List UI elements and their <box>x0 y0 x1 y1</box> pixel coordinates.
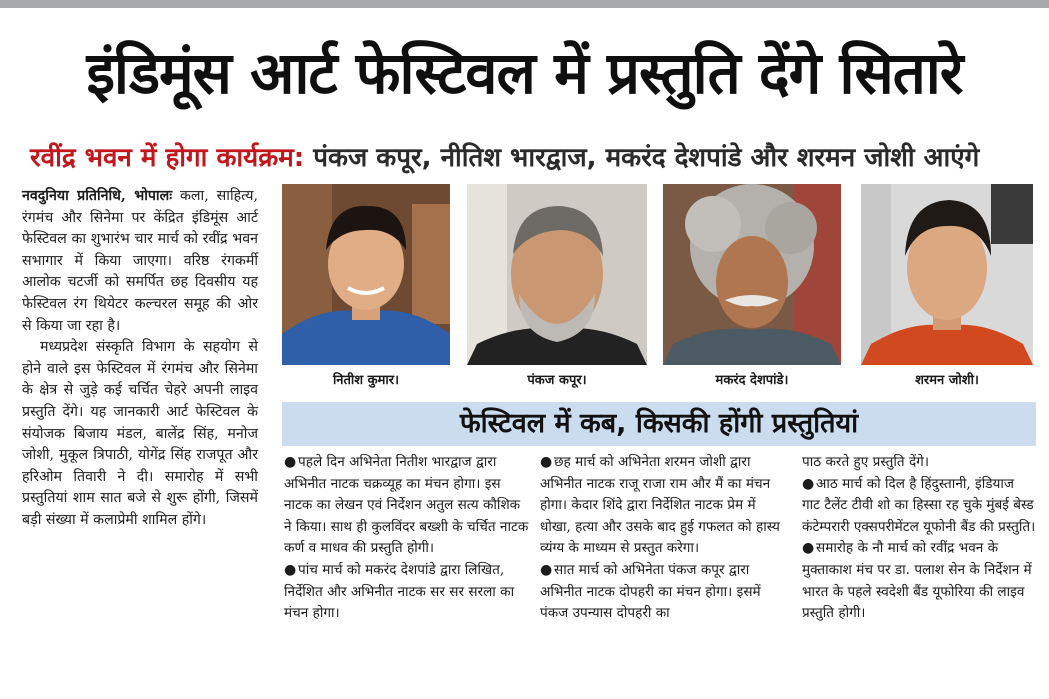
top-rule <box>0 0 1049 8</box>
schedule-item <box>802 474 1036 539</box>
subheadline-rest: पंकज कपूर, नीतिश भारद्वाज, मकरंद देशपांडे और शरमन जोशी आएंगे <box>304 143 980 173</box>
schedule-item-continued: पाठ करते हुए प्रस्तुति देंगे। <box>802 454 929 470</box>
schedule-column-2 <box>540 452 785 625</box>
schedule-item <box>802 538 1036 624</box>
schedule-item-text: पहले दिन अभिनेता नितीश भारद्वाज द्वारा अभिनीत नाटक चक्रव्यूह का मंचन होगा। इस नाटक का लेखन एवं निर्देशन अतुल सत्य कौशिक ने किया। साथ ही कुलविंदर बख्शी के चर्चित नाटक कर्ण व माधव की प्रस्तुति होगी। <box>284 454 529 557</box>
bullet-icon: ● <box>540 561 553 578</box>
schedule-item <box>540 452 785 560</box>
left-para-2: मध्यप्रदेश संस्कृति विभाग के सहयोग से होने वाले इस फेस्टिवल में रंगमंच और सिनेमा के क्षेत्र से जुड़े कई चर्चित चेहरे अपनी लाइव प्रस्तुति देंगे। यह जानकारी आर्ट फेस्टिवल के संयोजक बिजाय मंडल, बालेंद्र सिंह, मनोज जोशी, मुकूल त्रिपाठी, योगेंद्र सिंह राजपूत और हरिओम तिवारी ने दी। समारोह में सभी प्रस्तुतियां शाम सात बजे से शुरू होंगी, जिसमें बड़ी संख्या में कलाप्रेमी शामिल होंगे। <box>22 339 258 528</box>
bullet-icon: ● <box>540 454 553 470</box>
photo-nitish <box>282 184 450 365</box>
caption-photo-1: नितीश कुमार। <box>332 373 400 388</box>
schedule-item <box>284 560 529 625</box>
photo-makrand <box>663 184 841 365</box>
left-column-article <box>22 186 258 532</box>
left-para-1-text: कला, साहित्य, रंगमंच और सिनेमा पर केंद्रित इंडिमूंस आर्ट फेस्टिवल का शुभारंभ चार मार्च को रवींद्र भवन सभागार में किया जाएगा। वरिष्ठ रंगकर्मी आलोक चटर्जी को समर्पित छह दिवसीय यह फेस्टिवल रंग थियेटर कल्चरल समूह की ओर से किया जा रहा है। <box>22 188 259 334</box>
caption-photo-2: पंकज कपूर। <box>527 373 587 388</box>
schedule-item-text: समारोह के नौ मार्च को रवींद्र भवन के मुक्ताकाश मंच पर डा. पलाश सेन के निर्देशन में भारत के पहले स्वदेशी बैंड यूफोरिया की लाइव प्रस्तुति होगी। <box>802 540 1032 622</box>
bullet-icon: ● <box>284 561 297 578</box>
headline: इंडिमूंस आर्ट फेस्टिवल में प्रस्तुति देंगे सितारे <box>86 39 963 107</box>
schedule-item-text: आठ मार्च को दिल है हिंदुस्तानी, इंडियाज गाट टैलेंट टीवी शो का हिस्सा रह चुके मुंबई बेस्ड कंटेम्परारी एक्सपरीमेंटल यूफोनी बैंड की प्रस्तुति। <box>802 475 1036 535</box>
photo-pankaj <box>467 184 647 365</box>
schedule-item <box>540 560 785 625</box>
photo-sharman <box>861 184 1033 365</box>
subheadline <box>30 138 1030 178</box>
caption-photo-3: मकरंद देशपांडे। <box>715 373 789 388</box>
portrait-photo-icon <box>282 184 450 365</box>
dateline: नवदुनिया प्रतिनिधि, भोपालः <box>22 188 173 204</box>
schedule-item-text: पांच मार्च को मकरंद देशपांडे द्वारा लिखित, निर्देशित और अभिनीत नाटक सर सर सरला का मंचन होगा। <box>284 561 515 622</box>
schedule-column-3 <box>802 452 1036 625</box>
schedule-item <box>284 452 529 560</box>
schedule-column-1 <box>284 452 529 625</box>
caption-photo-4: शरमन जोशी। <box>915 373 979 388</box>
bullet-icon: ● <box>802 475 815 492</box>
bullet-icon: ● <box>284 454 297 470</box>
left-para-1 <box>22 186 258 337</box>
portrait-photo-icon <box>467 184 647 365</box>
portrait-photo-icon <box>663 184 841 365</box>
portrait-photo-icon <box>861 184 1033 365</box>
subheadline-lead: रवींद्र भवन में होगा कार्यक्रम: <box>30 143 305 173</box>
schedule-item-text: सात मार्च को अभिनेता पंकज कपूर द्वारा अभिनीत नाटक दोपहरी का मंचन होगा। इसमें पंकज उपन्यास दोपहरी का <box>540 561 761 622</box>
schedule-item-text: छह मार्च को अभिनेता शरमन जोशी द्वारा अभिनीत नाटक राजू राजा राम और मैं का मंचन होगा। केदार शिंदे द्वारा निर्देशित नाटक प्रेम में धोखा, हत्या और उसके बाद हुई गफलत को हास्य व्यंग्य के माध्यम से प्रस्तुत करेगा। <box>540 454 780 557</box>
bullet-icon: ● <box>802 540 815 557</box>
schedule-box-title: फेस्टिवल में कब, किसकी होंगी प्रस्तुतियां <box>282 402 1036 446</box>
